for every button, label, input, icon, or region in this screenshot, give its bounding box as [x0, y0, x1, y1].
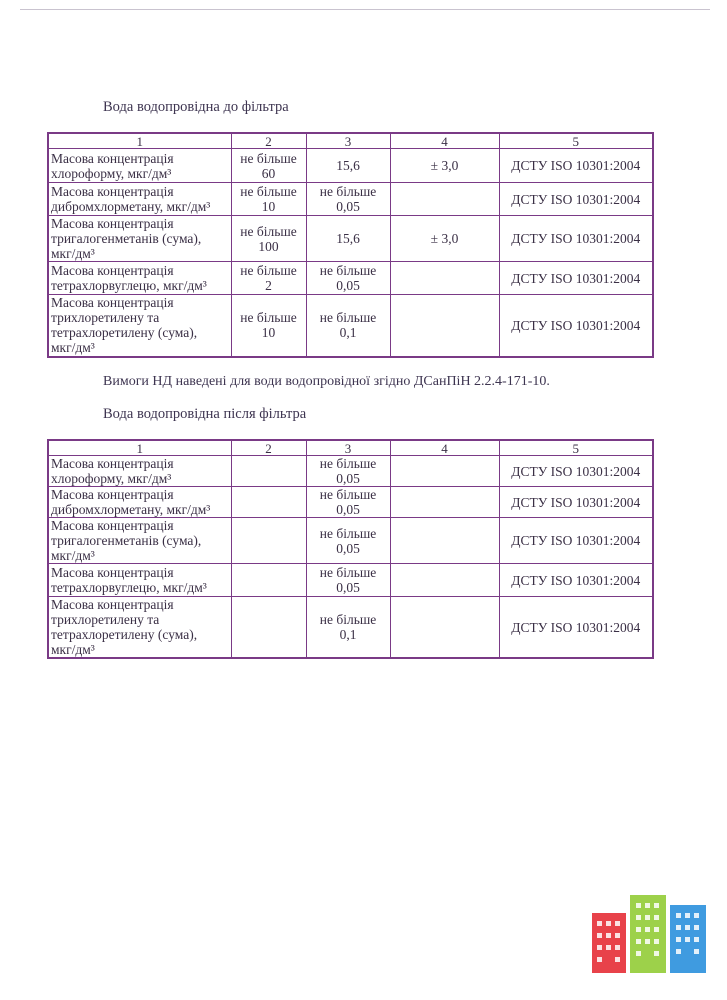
indicator-cell: Масова концентрація дибромхлорметану, мкг/дм³ [48, 487, 231, 518]
table-row [48, 216, 653, 262]
error-cell [390, 597, 499, 659]
column-header: 2 [231, 133, 306, 149]
error-cell: ± 3,0 [390, 216, 499, 262]
column-header: 5 [499, 133, 653, 149]
table-row [48, 487, 653, 518]
indicator-cell: Масова концентрація тетрахлорвуглецю, мкг/дм³ [48, 564, 231, 597]
method-cell: ДСТУ ISO 10301:2004 [499, 149, 653, 183]
column-header: 1 [48, 440, 231, 456]
table-row [48, 262, 653, 295]
method-cell: ДСТУ ISO 10301:2004 [499, 183, 653, 216]
column-header: 3 [306, 440, 390, 456]
norm-cell [231, 597, 306, 659]
requirements-note: Вимоги НД наведені для води водопровідної згідно ДСанПіН 2.2.4-171-10. [103, 374, 550, 389]
section1-heading: Вода водопровідна до фільтра [103, 99, 289, 115]
indicator-cell: Масова концентрація дибромхлорметану, мкг/дм³ [48, 183, 231, 216]
norm-cell [231, 518, 306, 564]
norm-cell: не більше 10 [231, 295, 306, 357]
indicator-cell: Масова концентрація хлороформу, мкг/дм³ [48, 149, 231, 183]
error-cell [390, 262, 499, 295]
indicator-cell: Масова концентрація тетрахлорвуглецю, мкг/дм³ [48, 262, 231, 295]
indicator-cell: Масова концентрація трихлоретилену та тетрахлоретилену (сума), мкг/дм³ [48, 597, 231, 659]
column-header: 2 [231, 440, 306, 456]
section2-heading: Вода водопровідна після фільтра [103, 406, 307, 422]
error-cell: ± 3,0 [390, 149, 499, 183]
table-row [48, 295, 653, 357]
table-row [48, 564, 653, 597]
result-cell: не більше 0,05 [306, 262, 390, 295]
result-cell: 15,6 [306, 149, 390, 183]
results-table-before-filter [47, 132, 654, 358]
result-cell: не більше 0,05 [306, 183, 390, 216]
results-table-after-filter [47, 439, 654, 659]
norm-cell: не більше 60 [231, 149, 306, 183]
building-logo-icon [590, 893, 708, 973]
table-header-row [48, 440, 653, 456]
indicator-cell: Масова концентрація тригалогенметанів (сума), мкг/дм³ [48, 216, 231, 262]
norm-cell: не більше 10 [231, 183, 306, 216]
method-cell: ДСТУ ISO 10301:2004 [499, 597, 653, 659]
result-cell: не більше 0,05 [306, 564, 390, 597]
indicator-cell: Масова концентрація хлороформу, мкг/дм³ [48, 456, 231, 487]
error-cell [390, 487, 499, 518]
error-cell [390, 564, 499, 597]
table-header-row [48, 133, 653, 149]
indicator-cell: Масова концентрація тригалогенметанів (сума), мкг/дм³ [48, 518, 231, 564]
table-row [48, 149, 653, 183]
column-header: 1 [48, 133, 231, 149]
table-row [48, 456, 653, 487]
method-cell: ДСТУ ISO 10301:2004 [499, 564, 653, 597]
result-cell: не більше 0,05 [306, 487, 390, 518]
result-cell: не більше 0,1 [306, 295, 390, 357]
table-row [48, 518, 653, 564]
method-cell: ДСТУ ISO 10301:2004 [499, 518, 653, 564]
error-cell [390, 456, 499, 487]
method-cell: ДСТУ ISO 10301:2004 [499, 262, 653, 295]
method-cell: ДСТУ ISO 10301:2004 [499, 487, 653, 518]
column-header: 4 [390, 133, 499, 149]
column-header: 4 [390, 440, 499, 456]
result-cell: не більше 0,05 [306, 518, 390, 564]
error-cell [390, 295, 499, 357]
method-cell: ДСТУ ISO 10301:2004 [499, 456, 653, 487]
result-cell: не більше 0,1 [306, 597, 390, 659]
column-header: 5 [499, 440, 653, 456]
page-top-edge-rule [20, 9, 710, 10]
table-row [48, 597, 653, 659]
result-cell: 15,6 [306, 216, 390, 262]
norm-cell: не більше 2 [231, 262, 306, 295]
norm-cell [231, 456, 306, 487]
column-header: 3 [306, 133, 390, 149]
norm-cell [231, 564, 306, 597]
norm-cell: не більше 100 [231, 216, 306, 262]
method-cell: ДСТУ ISO 10301:2004 [499, 216, 653, 262]
table-row [48, 183, 653, 216]
method-cell: ДСТУ ISO 10301:2004 [499, 295, 653, 357]
error-cell [390, 183, 499, 216]
norm-cell [231, 487, 306, 518]
indicator-cell: Масова концентрація трихлоретилену та тетрахлоретилену (сума), мкг/дм³ [48, 295, 231, 357]
result-cell: не більше 0,05 [306, 456, 390, 487]
error-cell [390, 518, 499, 564]
